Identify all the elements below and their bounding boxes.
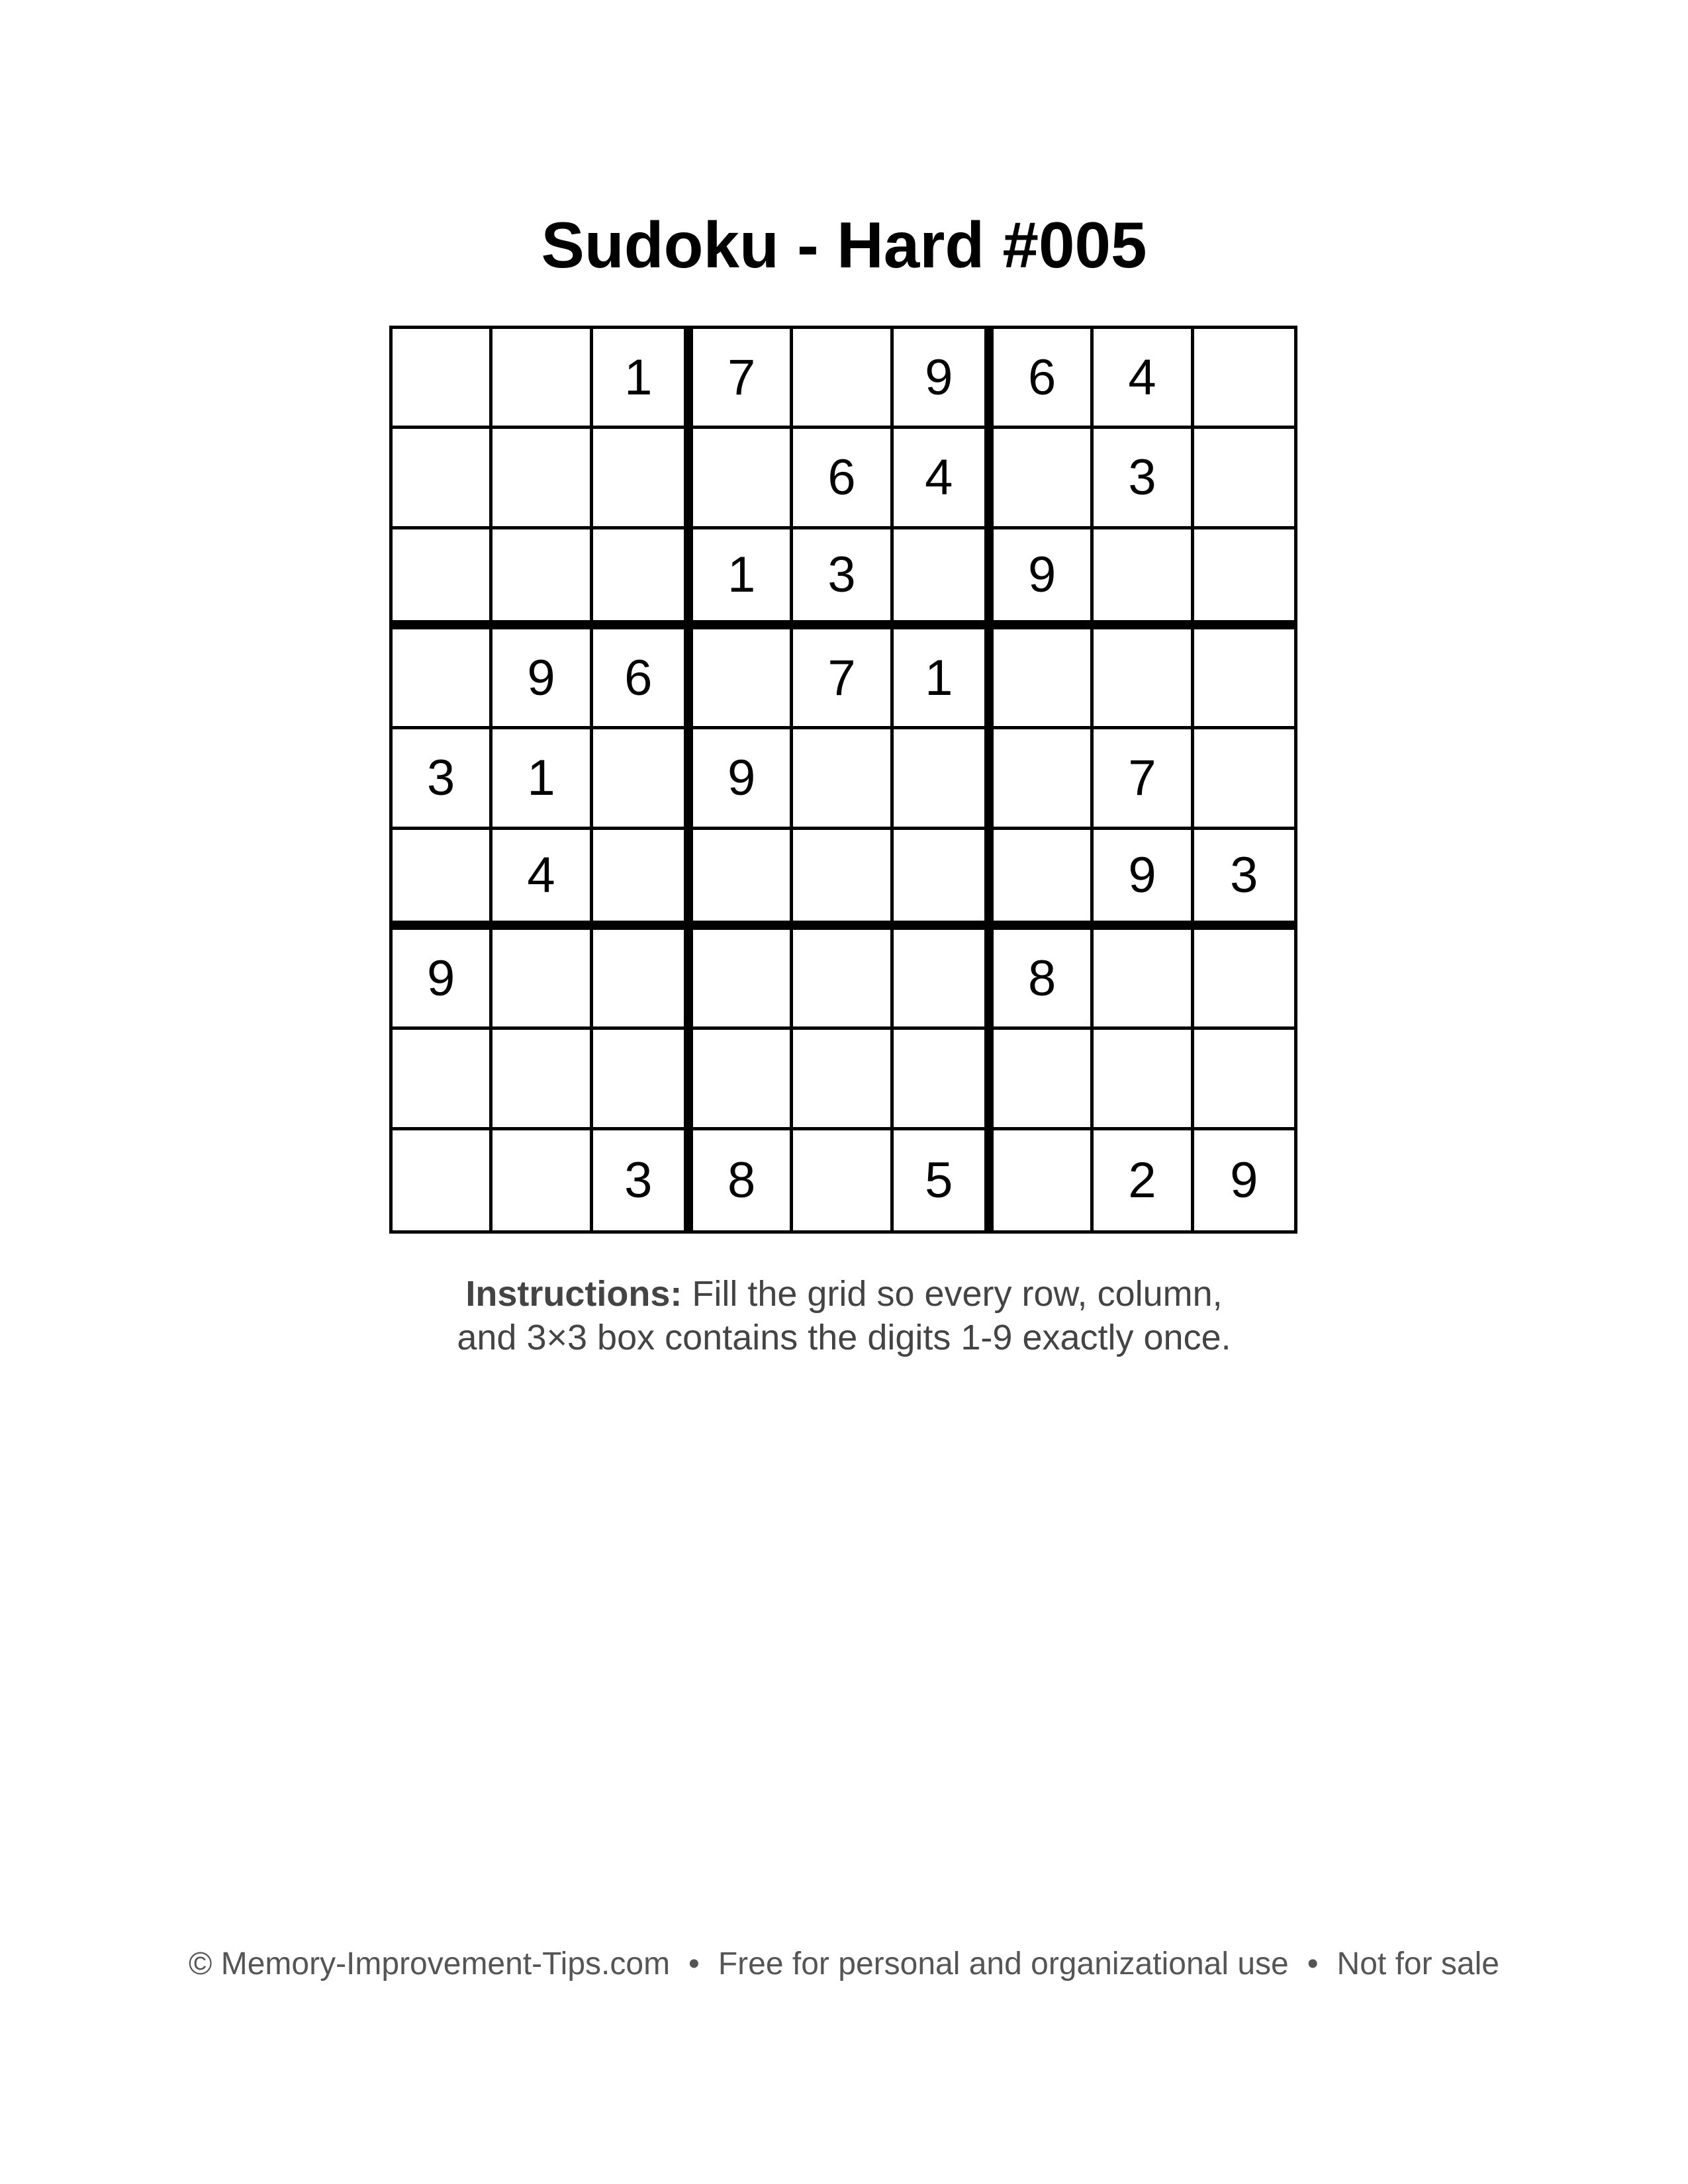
instructions-text-1: Fill the grid so every row, column,	[682, 1274, 1223, 1314]
sudoku-cell-empty[interactable]	[1194, 529, 1294, 629]
sudoku-cell-given: 3	[793, 529, 893, 629]
sudoku-cell-empty[interactable]	[994, 729, 1094, 829]
footer-usage: Free for personal and organizational use	[718, 1946, 1289, 1981]
sudoku-cell-empty[interactable]	[894, 930, 994, 1030]
sudoku-cell-given: 9	[1230, 1152, 1258, 1208]
sudoku-cell-empty[interactable]	[793, 329, 893, 429]
sudoku-cell-given: 4	[894, 429, 994, 529]
sudoku-cell-empty[interactable]	[593, 1030, 693, 1130]
sudoku-cell-given: 6	[793, 429, 893, 529]
sudoku-cell-given: 8	[994, 930, 1094, 1030]
sudoku-cell-empty[interactable]	[894, 1030, 994, 1130]
sudoku-cell-given: 2	[1094, 1130, 1194, 1230]
sudoku-cell-empty[interactable]	[492, 529, 592, 629]
sudoku-cell-given: 1	[593, 329, 693, 429]
sudoku-cell-given: 4	[1094, 329, 1194, 429]
sudoku-cell-given: 3	[593, 1130, 693, 1230]
sudoku-cell-empty[interactable]	[593, 930, 693, 1030]
sudoku-cell-given: 9	[393, 930, 492, 1030]
sudoku-cell-given: 1	[492, 729, 592, 829]
sudoku-cell-empty[interactable]	[1194, 930, 1294, 1030]
sudoku-cell-given: 9	[693, 729, 793, 829]
sudoku-cell-empty[interactable]	[492, 930, 592, 1030]
sudoku-cell-empty[interactable]	[593, 429, 693, 529]
sudoku-cell-empty[interactable]	[994, 830, 1094, 930]
footer-not-for-sale: Not for sale	[1336, 1946, 1499, 1981]
sudoku-cell-empty[interactable]	[1094, 629, 1194, 729]
sudoku-cell-given: 1	[894, 629, 994, 729]
sudoku-cell-empty[interactable]	[1194, 1030, 1294, 1130]
sudoku-cell-empty[interactable]	[994, 429, 1094, 529]
sudoku-cell-empty[interactable]	[793, 930, 893, 1030]
sudoku-cell-given: 1	[693, 529, 793, 629]
sudoku-cell-given: 3	[1094, 429, 1194, 529]
sudoku-cell-empty[interactable]	[492, 1130, 592, 1230]
sudoku-cell-given: 4	[492, 830, 592, 930]
sudoku-cell-empty[interactable]	[593, 529, 693, 629]
sudoku-cell-given: 7	[1094, 729, 1194, 829]
sudoku-cell-given: 8	[693, 1130, 793, 1230]
sudoku-cell-empty[interactable]	[492, 429, 592, 529]
sudoku-cell-given: 9	[994, 529, 1094, 629]
sudoku-cell-empty[interactable]	[894, 729, 994, 829]
sudoku-cell-empty[interactable]	[593, 729, 693, 829]
instructions-label: Instructions:	[465, 1274, 682, 1314]
sudoku-cell-empty[interactable]	[693, 429, 793, 529]
sudoku-cell-empty[interactable]	[393, 1130, 492, 1230]
sudoku-cell-empty[interactable]	[1094, 930, 1194, 1030]
footer	[0, 1942, 1688, 1986]
sudoku-cell-empty[interactable]	[1194, 729, 1294, 829]
sudoku-cell-empty[interactable]	[793, 830, 893, 930]
sudoku-cell-empty[interactable]	[1194, 429, 1294, 529]
sudoku-cell-empty[interactable]	[1094, 1030, 1194, 1130]
sudoku-cell-empty[interactable]	[393, 830, 492, 930]
sudoku-cell-given: 6	[593, 629, 693, 729]
sudoku-cell-given: 3	[393, 729, 492, 829]
sudoku-grid	[389, 326, 1297, 1234]
sudoku-cell-given: 9	[1094, 830, 1194, 930]
sudoku-cell-empty[interactable]	[1194, 629, 1294, 729]
footer-separator: •	[688, 1946, 700, 1981]
sudoku-cell-empty[interactable]	[393, 629, 492, 729]
sudoku-cell-empty[interactable]	[393, 329, 492, 429]
sudoku-cell-given: 6	[994, 329, 1094, 429]
sudoku-cell-given: 9	[492, 629, 592, 729]
instructions-line-2: and 3×3 box contains the digits 1-9 exactly once.	[457, 1318, 1231, 1357]
page-title: Sudoku - Hard #005	[541, 208, 1147, 281]
sudoku-cell-empty[interactable]	[994, 1130, 1094, 1230]
sudoku-cell-empty[interactable]	[793, 1130, 893, 1230]
sudoku-cell-empty[interactable]	[793, 729, 893, 829]
sudoku-cell-empty[interactable]	[693, 830, 793, 930]
footer-copyright: © Memory-Improvement-Tips.com	[189, 1946, 671, 1981]
instructions	[0, 1272, 1688, 1359]
sudoku-cell-empty[interactable]	[593, 830, 693, 930]
sudoku-cell-empty[interactable]	[994, 629, 1094, 729]
sudoku-cell-empty[interactable]	[393, 529, 492, 629]
sudoku-cell-empty[interactable]	[894, 830, 994, 930]
sudoku-cell-empty[interactable]	[492, 329, 592, 429]
sudoku-cell-empty[interactable]	[393, 1030, 492, 1130]
sudoku-cell-given: 3	[1194, 830, 1294, 930]
sudoku-cell-empty[interactable]	[393, 429, 492, 529]
instructions-line-1	[0, 1272, 1688, 1316]
sudoku-cell-empty[interactable]	[994, 1030, 1094, 1130]
sudoku-cell-given: 5	[894, 1130, 994, 1230]
sudoku-cell-empty[interactable]	[492, 1030, 592, 1130]
sudoku-cell-empty[interactable]	[693, 930, 793, 1030]
footer-separator: •	[1307, 1946, 1319, 1981]
sudoku-cell-empty[interactable]	[1094, 529, 1194, 629]
sudoku-cell-empty[interactable]	[894, 529, 994, 629]
sudoku-cell-given: 7	[793, 629, 893, 729]
sudoku-cell-empty[interactable]	[693, 629, 793, 729]
sudoku-cell-given: 9	[894, 329, 994, 429]
sudoku-cell-empty[interactable]	[693, 1030, 793, 1130]
sudoku-cell-empty[interactable]	[1194, 329, 1294, 429]
sudoku-cell-empty[interactable]	[793, 1030, 893, 1130]
sudoku-cell-given: 7	[693, 329, 793, 429]
